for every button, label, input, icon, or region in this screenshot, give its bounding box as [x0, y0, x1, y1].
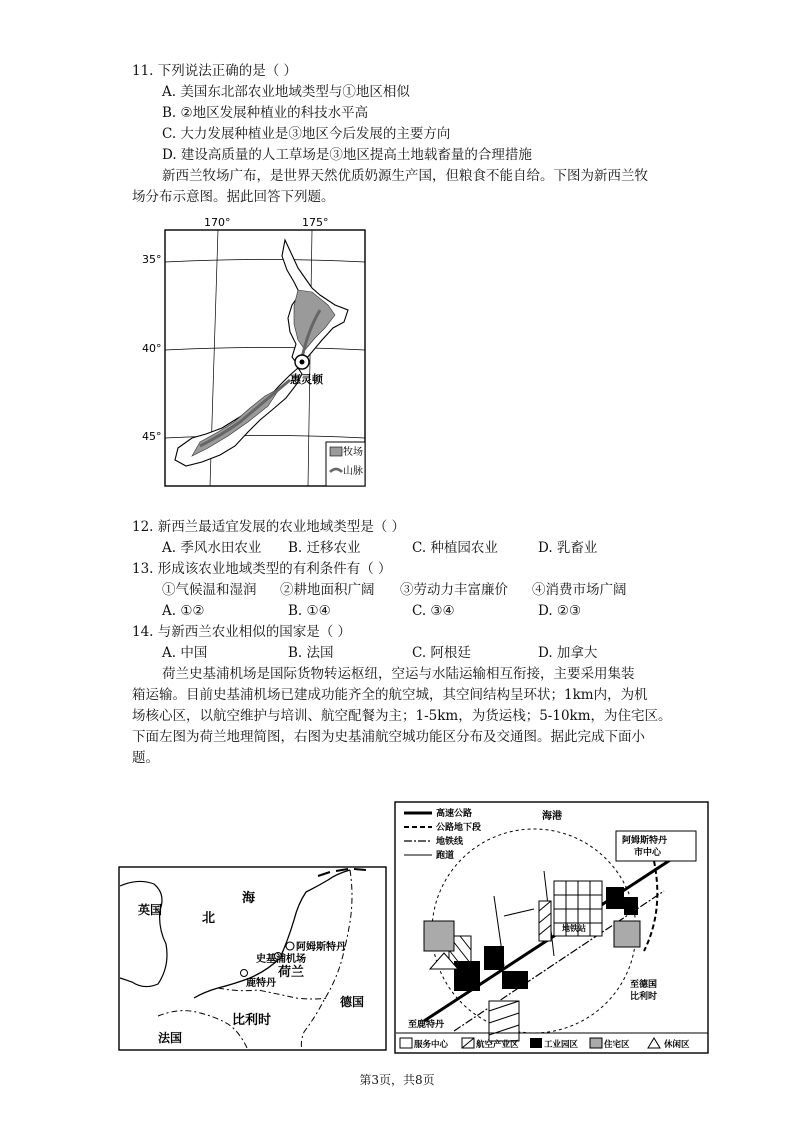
label-seaport: 海港 — [542, 811, 562, 822]
schiphol-airport-city-map — [394, 801, 710, 1055]
lat-label-35: 35° — [142, 253, 162, 266]
legend-runway: 跑道 — [436, 851, 455, 861]
q11-option-c: C. 大力发展种植业是③地区今后发展的主要方向 — [162, 126, 451, 142]
q12-option-d: D. 乳畜业 — [538, 540, 598, 556]
q14-option-d: D. 加拿大 — [538, 645, 598, 661]
intro-nl-line3: 场核心区，以航空维护与培训、航空配餐为主；1-5km，为货运栈；5-10km，为住宅区。 — [132, 708, 672, 724]
label-france: 法国 — [158, 1031, 183, 1045]
intro-nl-line1: 荷兰史基浦机场是国际货物转运枢纽，空运与水陆运输相互衔接，主要采用集装 — [162, 666, 635, 682]
q11-stem: 11. 下列说法正确的是（ ） — [132, 63, 298, 79]
lon-label-175: 175° — [302, 216, 329, 229]
q12-stem: 12. 新西兰最适宜发展的农业地域类型是（ ） — [132, 519, 406, 535]
legend-mountain: 山脉 — [343, 466, 363, 477]
q13-condition-1: ①气候温和湿润 — [162, 582, 257, 598]
legend-pasture: 牧场 — [343, 447, 363, 458]
q13-condition-2: ②耕地面积广阔 — [280, 582, 375, 598]
q13-option-d: D. ②③ — [538, 603, 582, 619]
q11-option-d: D. 建设高质量的人工草场是③地区提高土地载畜量的合理措施 — [162, 147, 532, 163]
label-uk: 英国 — [138, 903, 163, 917]
q13-condition-3: ③劳动力丰富廉价 — [400, 582, 508, 598]
q14-option-a: A. 中国 — [162, 645, 208, 661]
label-amsterdam: 阿姆斯特丹 — [296, 942, 346, 953]
label-to-germany: 至德国 — [630, 980, 658, 990]
q12-option-b: B. 迁移农业 — [288, 540, 361, 556]
netherlands-map — [118, 866, 388, 1052]
q13-condition-4: ④消费市场广阔 — [532, 582, 627, 598]
lat-label-45: 45° — [142, 430, 162, 443]
label-to-rotterdam: 至鹿特丹 — [408, 1020, 445, 1030]
nz-pasture-map — [130, 210, 370, 490]
label-to-belgium: 比利时 — [630, 992, 658, 1002]
label-schiphol: 史基浦机场 — [256, 954, 306, 965]
q11-option-b: B. ②地区发展种植业的科技水平高 — [162, 105, 369, 121]
intro-nl-line4: 下面左图为荷兰地理简图，右图为史基浦航空城功能区分布及交通图。据此完成下面小 — [132, 729, 645, 745]
q13-stem: 13. 形成该农业地域类型的有利条件有（ ） — [132, 561, 392, 577]
city-label: 惠灵顿 — [290, 373, 323, 386]
page-footer: 第3页，共8页 — [359, 1073, 435, 1087]
label-germany: 德国 — [340, 995, 365, 1009]
q12-option-c: C. 种植园农业 — [412, 540, 498, 556]
label-north: 北 — [202, 911, 216, 926]
legend-underground-road: 公路地下段 — [436, 823, 482, 833]
lon-label-170: 170° — [204, 216, 231, 229]
label-to-amsterdam-1: 阿姆斯特丹 — [622, 836, 668, 846]
q13-option-c: C. ③④ — [412, 603, 455, 619]
label-to-amsterdam-2: 市中心 — [634, 848, 662, 858]
q14-option-c: C. 阿根廷 — [412, 645, 471, 661]
legend-leisure: 休闲区 — [664, 1040, 690, 1050]
lat-label-40: 40° — [142, 342, 162, 355]
legend-residential: 住宅区 — [604, 1040, 630, 1050]
legend-service-center: 服务中心 — [414, 1040, 449, 1050]
q12-option-a: A. 季风水田农业 — [162, 540, 262, 556]
label-netherlands: 荷兰 — [278, 965, 305, 980]
label-rotterdam: 鹿特丹 — [246, 978, 276, 989]
intro-nz-line1: 新西兰牧场广布，是世界天然优质奶源生产国，但粮食不能自给。下图为新西兰牧 — [162, 168, 648, 184]
label-belgium: 比利时 — [232, 1013, 272, 1028]
legend-metro: 地铁线 — [436, 837, 464, 847]
q13-option-a: A. ①② — [162, 603, 205, 619]
intro-nl-line5: 题。 — [132, 750, 159, 766]
legend-aviation-industry: 航空产业区 — [476, 1040, 519, 1050]
label-sea: 海 — [242, 891, 256, 906]
q14-stem: 14. 与新西兰农业相似的国家是（ ） — [132, 624, 352, 640]
intro-nl-line2: 箱运输。目前史基浦机场已建成功能齐全的航空城，其空间结构呈环状；1km内，为机 — [132, 687, 648, 703]
legend-industrial-park: 工业园区 — [544, 1040, 579, 1050]
legend-highway: 高速公路 — [436, 809, 473, 819]
q11-option-a: A. 美国东北部农业地域类型与①地区相似 — [162, 84, 410, 100]
label-metro-station: 地铁站 — [562, 924, 586, 933]
intro-nz-line2: 场分布示意图。据此回答下列题。 — [132, 189, 335, 205]
q14-option-b: B. 法国 — [288, 645, 334, 661]
q13-option-b: B. ①④ — [288, 603, 331, 619]
